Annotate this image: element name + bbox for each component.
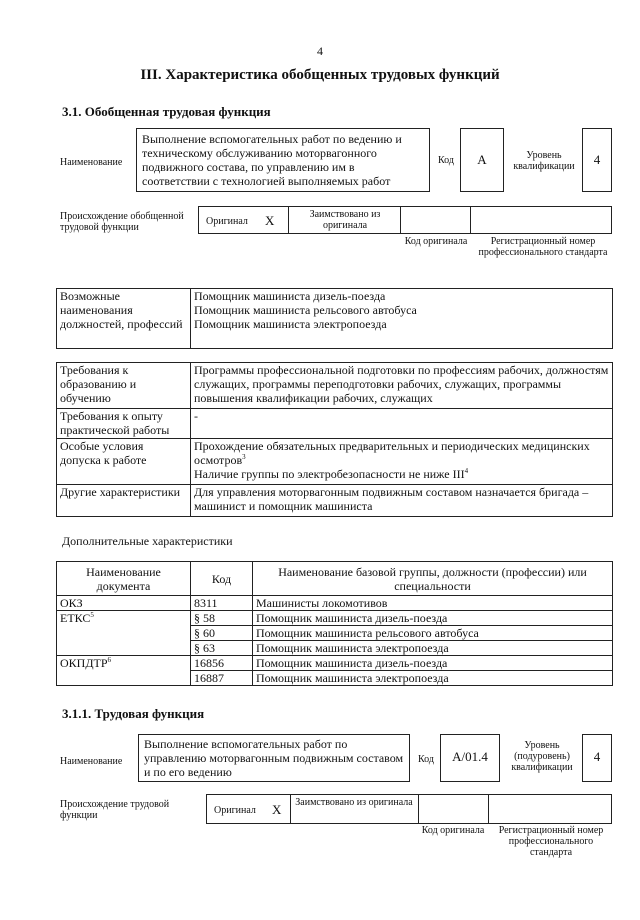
- table-row-doc: ЕТКС$^5$: [57, 611, 191, 656]
- divider: [400, 206, 401, 234]
- table-row-code: § 58: [191, 611, 253, 626]
- tf-reg-number-caption: Регистрационный номер профессионального стандарта: [498, 825, 604, 858]
- tf-name-label: Наименование: [60, 756, 123, 767]
- req-experience-value: -: [191, 409, 613, 439]
- req-conditions-value: [191, 439, 613, 485]
- gtf-level-value: 4: [582, 128, 612, 192]
- table-row-name: Помощник машиниста дизель-поезда: [253, 611, 613, 626]
- req-education-label: Требования к образованию и обучению: [57, 363, 191, 409]
- gtf-level-label: Уровень квалификации: [513, 150, 575, 172]
- additional-heading: Дополнительные характеристики: [62, 534, 233, 548]
- tf-borrowed-label: Заимствовано из оригинала: [295, 797, 413, 808]
- tf-heading: 3.1.1. Трудовая функция: [62, 706, 205, 721]
- req-conditions-line: Прохождение обязательных предварительных и периодических медицинских осмотров: [194, 439, 590, 467]
- gtf-orig-code-caption: Код оригинала: [404, 236, 468, 247]
- table-row-code: 8311: [191, 596, 253, 611]
- req-other-label: Другие характеристики: [57, 485, 191, 517]
- req-other-value: Для управления моторвагонным подвижным составом назначается бригада – машинист и помощник машиниста: [191, 485, 613, 517]
- footnote-ref: 3: [242, 453, 246, 461]
- tf-orig-code-caption: Код оригинала: [421, 825, 485, 836]
- tf-code-value: A/01.4: [440, 734, 500, 782]
- requirements-table: [56, 362, 613, 517]
- table-row-code: 16856: [191, 656, 253, 671]
- col-header-name: Наименование базовой группы, должности (профессии) или специальности: [253, 562, 613, 596]
- gtf-original-mark: X: [265, 213, 275, 228]
- positions-list: [191, 289, 613, 349]
- gtf-reg-number-caption: Регистрационный номер профессионального стандарта: [478, 236, 608, 258]
- req-conditions-line: Наличие группы по электробезопасности не ниже III: [194, 467, 465, 481]
- footnote-ref: 4: [464, 467, 469, 475]
- gtf-code-value: A: [460, 128, 504, 192]
- table-row-code: § 63: [191, 641, 253, 656]
- gtf-code-label: Код: [438, 155, 454, 166]
- gtf-name-label: Наименование: [60, 157, 123, 168]
- page-number: 4: [317, 44, 323, 58]
- divider: [290, 794, 291, 824]
- tf-original-mark: X: [272, 802, 282, 817]
- footnote-ref: 5: [90, 611, 94, 619]
- positions-label: Возможные наименования должностей, профессий: [57, 289, 191, 349]
- gtf-original-label: Оригинал: [206, 216, 248, 227]
- tf-original-label: Оригинал: [214, 805, 256, 816]
- tf-level-label: Уровень (подуровень) квалификации: [511, 740, 573, 773]
- positions-table: [56, 288, 613, 349]
- gtf-origin-box: [198, 206, 612, 234]
- gtf-name-value: Выполнение вспомогательных работ по ведению и техническому обслуживанию моторвагонного подвижного состава, по управлению им в соответствии с технологией выполняемых работ: [136, 128, 430, 192]
- tf-code-label: Код: [418, 754, 434, 765]
- table-row-doc: ОКПДТР$^6$: [57, 656, 191, 686]
- divider: [418, 794, 419, 824]
- gtf-heading: 3.1. Обобщенная трудовая функция: [62, 104, 271, 119]
- req-experience-label: Требования к опыту практической работы: [57, 409, 191, 439]
- req-conditions-label: Особые условия допуска к работе: [57, 439, 191, 485]
- divider: [488, 794, 489, 824]
- gtf-borrowed-label: Заимствовано из оригинала: [309, 209, 381, 231]
- table-row-name: Помощник машиниста электропоезда: [253, 641, 613, 656]
- table-row-name: Помощник машиниста рельсового автобуса: [253, 626, 613, 641]
- divider: [470, 206, 471, 234]
- table-row-code: 16887: [191, 671, 253, 686]
- position-item: Помощник машиниста рельсового автобуса: [194, 303, 417, 317]
- footnote-ref: 6: [107, 656, 112, 664]
- divider: [288, 206, 289, 234]
- col-header-document: Наименование документа: [57, 562, 191, 596]
- table-row-name: Помощник машиниста электропоезда: [253, 671, 613, 686]
- tf-level-value: 4: [582, 734, 612, 782]
- table-row-doc: ОКЗ: [57, 596, 191, 611]
- additional-table: [56, 561, 613, 686]
- position-item: Помощник машиниста электропоезда: [194, 317, 387, 331]
- tf-origin-label: Происхождение трудовой функции: [60, 799, 170, 821]
- gtf-origin-label: Происхождение обобщенной трудовой функции: [60, 211, 184, 233]
- tf-name-value: Выполнение вспомогательных работ по управлению моторвагонным подвижным составом и по его ведению: [138, 734, 410, 782]
- position-item: Помощник машиниста дизель-поезда: [194, 289, 386, 303]
- req-education-value: Программы профессиональной подготовки по профессиям рабочих, должностям служащих, программы переподготовки рабочих, служащих, программы повышения квалификации рабочих, служащих: [191, 363, 613, 409]
- table-row-name: Машинисты локомотивов: [253, 596, 613, 611]
- table-row-code: § 60: [191, 626, 253, 641]
- table-row-name: Помощник машиниста дизель-поезда: [253, 656, 613, 671]
- col-header-code: Код: [191, 562, 253, 596]
- section-title: III. Характеристика обобщенных трудовых функций: [140, 67, 500, 83]
